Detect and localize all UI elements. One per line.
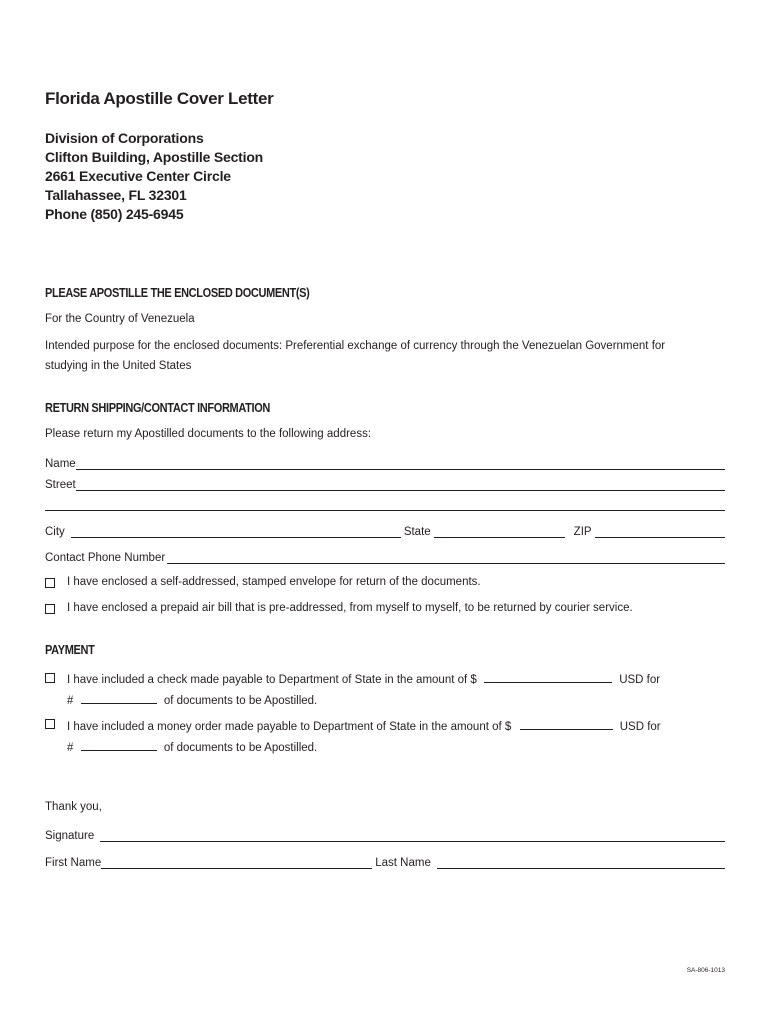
state-input-line[interactable] [434,524,565,538]
last-name-input-line[interactable] [437,855,725,869]
name-label: Name [45,458,76,470]
check-doc-count-row [67,692,317,707]
address-line-4: Tallahassee, FL 32301 [45,187,187,203]
request-heading: PLEASE APOSTILLE THE ENCLOSED DOCUMENT(S) [45,286,310,300]
name-field-row [45,455,725,470]
address-phone: Phone (850) 245-6945 [45,206,184,222]
money-order-docs-label: of documents to be Apostilled. [163,742,318,754]
check-doc-count-input-line[interactable] [81,692,157,704]
city-state-zip-row [45,523,725,538]
check-hash-label: # [67,695,74,707]
address-line-1: Division of Corporations [45,130,204,146]
zip-input-line[interactable] [595,524,725,538]
thank-you-text: Thank you, [45,801,102,813]
last-name-label: Last Name [375,857,431,869]
contact-phone-label: Contact Phone Number [45,552,166,564]
money-order-checkbox[interactable] [45,719,55,729]
money-order-usd-for-label: USD for [619,721,661,733]
money-order-amount-input-line[interactable] [520,718,613,730]
street-line-2-row [45,496,725,511]
signature-input-line[interactable] [100,828,725,842]
signature-field-row [45,827,725,842]
street-input-line-2[interactable] [45,497,725,511]
shipping-intro: Please return my Apostilled documents to the following address: [45,428,372,440]
purpose-text-line-2: studying in the United States [45,360,192,372]
signature-label: Signature [45,830,95,842]
check-amount-input-line[interactable] [484,671,612,683]
payment-heading: PAYMENT [45,643,95,657]
state-label: State [403,526,431,538]
city-label: City [45,526,65,538]
money-order-label: I have included a money order made payable to Department of State in the amount of $ [67,721,512,733]
document-title: Florida Apostille Cover Letter [45,89,274,108]
street-field-row [45,476,725,491]
envelope-option-label: I have enclosed a self-addressed, stamped envelope for return of the documents. [67,576,481,588]
money-order-hash-label: # [67,742,74,754]
first-name-input-line[interactable] [101,855,372,869]
street-input-line[interactable] [76,477,725,491]
zip-label: ZIP [573,526,592,538]
name-input-line[interactable] [76,456,725,470]
first-name-label: First Name [45,857,102,869]
money-order-doc-count-row [67,739,317,754]
country-text: For the Country of Venezuela [45,313,195,325]
city-input-line[interactable] [71,524,401,538]
air-bill-option-label: I have enclosed a prepaid air bill that is pre-addressed, from myself to myself, to be returned by courier service. [67,602,633,614]
envelope-checkbox[interactable] [45,578,55,588]
contact-phone-input-line[interactable] [167,550,725,564]
form-code: SA-806-1013 [686,967,725,974]
address-line-2: Clifton Building, Apostille Section [45,149,264,165]
street-label: Street [45,479,76,491]
check-payment-label: I have included a check made payable to Department of State in the amount of $ [67,674,477,686]
money-order-doc-count-input-line[interactable] [81,739,157,751]
check-payment-row [67,671,660,686]
check-payment-checkbox[interactable] [45,673,55,683]
name-signature-row [45,854,725,869]
check-docs-label: of documents to be Apostilled. [163,695,318,707]
air-bill-checkbox[interactable] [45,604,55,614]
check-usd-for-label: USD for [619,674,661,686]
phone-field-row [45,549,725,564]
shipping-heading: RETURN SHIPPING/CONTACT INFORMATION [45,401,270,415]
address-line-3: 2661 Executive Center Circle [45,168,231,184]
purpose-text-line-1: Intended purpose for the enclosed documents: Preferential exchange of currency through the Venezuelan Government for [45,340,666,352]
money-order-row [67,718,661,733]
